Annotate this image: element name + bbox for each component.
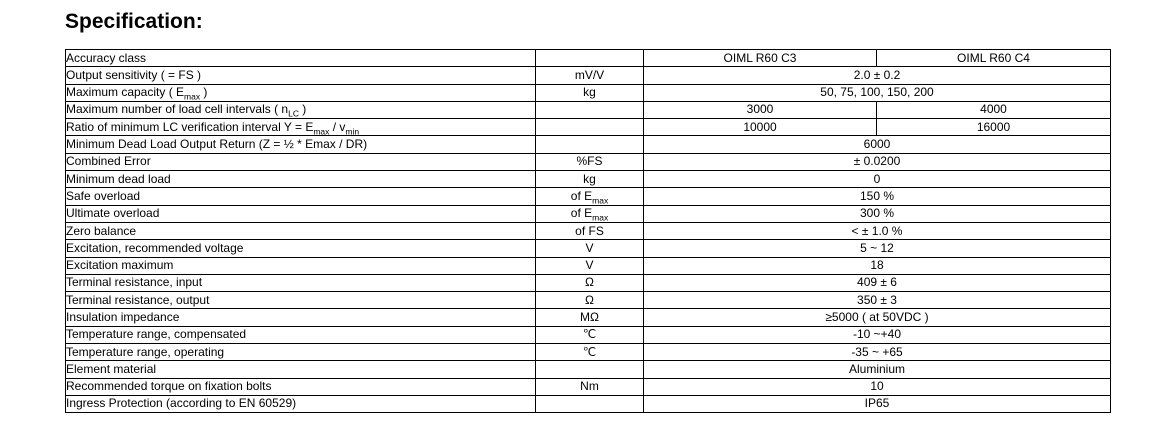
table-row	[66, 240, 1111, 257]
spec-param: Output sensitivity ( = FS )	[66, 67, 536, 84]
table-row	[66, 50, 1111, 67]
spec-unit: ℃	[536, 344, 644, 361]
spec-value-c4: 16000	[877, 119, 1111, 136]
spec-unit: Nm	[536, 378, 644, 395]
spec-value: 18	[644, 257, 1111, 274]
spec-unit: V	[536, 240, 644, 257]
table-row	[66, 395, 1111, 412]
spec-param: Temperature range, operating	[66, 344, 536, 361]
spec-unit: Ω	[536, 292, 644, 309]
spec-value: 2.0 ± 0.2	[644, 67, 1111, 84]
spec-value: -10 ~+40	[644, 326, 1111, 343]
spec-unit: kg	[536, 171, 644, 188]
table-row	[66, 84, 1111, 101]
spec-value: -35 ~ +65	[644, 344, 1111, 361]
spec-value: ± 0.0200	[644, 153, 1111, 170]
spec-param: Combined Error	[66, 153, 536, 170]
spec-value-c3: 3000	[644, 101, 877, 118]
spec-param: Ingress Protection (according to EN 60529)	[66, 395, 536, 412]
spec-param: Recommended torque on fixation bolts	[66, 378, 536, 395]
spec-param: Temperature range, compensated	[66, 326, 536, 343]
spec-value: 5 ~ 12	[644, 240, 1111, 257]
spec-param: Terminal resistance, input	[66, 274, 536, 291]
spec-value: 0	[644, 171, 1111, 188]
spec-unit: kg	[536, 84, 644, 101]
spec-value-c4: OIML R60 C4	[877, 50, 1111, 67]
spec-param: Insulation impedance	[66, 309, 536, 326]
spec-unit: mV/V	[536, 67, 644, 84]
spec-unit: of FS	[536, 222, 644, 239]
spec-param: Safe overload	[66, 188, 536, 205]
table-row	[66, 101, 1111, 118]
table-row	[66, 153, 1111, 170]
spec-unit	[536, 50, 644, 67]
spec-value: Aluminium	[644, 361, 1111, 378]
spec-param: Excitation maximum	[66, 257, 536, 274]
table-row	[66, 257, 1111, 274]
spec-unit	[536, 395, 644, 412]
spec-value-c3: 10000	[644, 119, 877, 136]
spec-unit: MΩ	[536, 309, 644, 326]
spec-unit: of $E_{max}$	[536, 205, 644, 222]
table-row	[66, 378, 1111, 395]
table-row	[66, 136, 1111, 153]
spec-param: Ultimate overload	[66, 205, 536, 222]
spec-param: Accuracy class	[66, 50, 536, 67]
spec-param: Minimum dead load	[66, 171, 536, 188]
spec-param: Element material	[66, 361, 536, 378]
table-row	[66, 119, 1111, 136]
spec-unit: ℃	[536, 326, 644, 343]
table-row	[66, 67, 1111, 84]
spec-value: < ± 1.0 %	[644, 222, 1111, 239]
spec-unit: of $E_{max}$	[536, 188, 644, 205]
spec-param: Maximum number of load cell intervals ( $n_{LC}$ )	[66, 101, 536, 118]
spec-param: Ratio of minimum LC verification interval $Y = E_{max} / v_{min}$	[66, 119, 536, 136]
spec-param: Terminal resistance, output	[66, 292, 536, 309]
spec-value-c4: 4000	[877, 101, 1111, 118]
spec-param: Maximum capacity ( $E_{max}$ )	[66, 84, 536, 101]
spec-param: Excitation, recommended voltage	[66, 240, 536, 257]
spec-unit: %FS	[536, 153, 644, 170]
spec-value: 409 ± 6	[644, 274, 1111, 291]
spec-value: 10	[644, 378, 1111, 395]
spec-value: ≥5000 ( at 50VDC )	[644, 309, 1111, 326]
spec-value: 50, 75, 100, 150, 200	[644, 84, 1111, 101]
table-row	[66, 326, 1111, 343]
table-row	[66, 309, 1111, 326]
table-row	[66, 171, 1111, 188]
spec-unit: V	[536, 257, 644, 274]
specification-table	[65, 49, 1111, 413]
table-row	[66, 274, 1111, 291]
spec-value: 6000	[644, 136, 1111, 153]
table-row	[66, 188, 1111, 205]
table-row	[66, 292, 1111, 309]
spec-unit	[536, 101, 644, 118]
table-row	[66, 344, 1111, 361]
table-row	[66, 361, 1111, 378]
spec-value: 150 %	[644, 188, 1111, 205]
page-title: Specification:	[65, 10, 203, 33]
spec-unit	[536, 119, 644, 136]
spec-value: 300 %	[644, 205, 1111, 222]
spec-param: Zero balance	[66, 222, 536, 239]
spec-value: 350 ± 3	[644, 292, 1111, 309]
table-row	[66, 205, 1111, 222]
table-row	[66, 222, 1111, 239]
spec-param: Minimum Dead Load Output Return (Z = ½ * Emax / DR)	[66, 136, 536, 153]
spec-unit	[536, 361, 644, 378]
spec-value-c3: OIML R60 C3	[644, 50, 877, 67]
spec-unit: Ω	[536, 274, 644, 291]
spec-unit	[536, 136, 644, 153]
spec-value: IP65	[644, 395, 1111, 412]
